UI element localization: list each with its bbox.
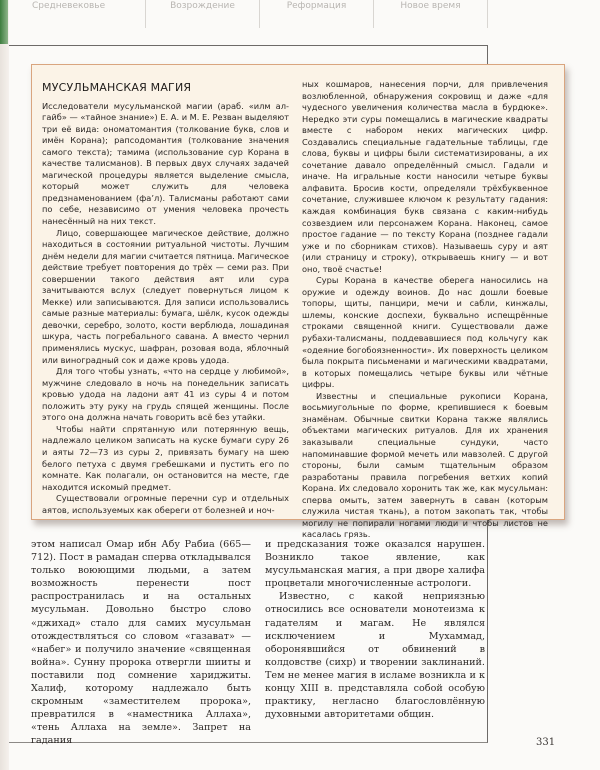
sidebar-paragraph: Известны и специальные рукописи Корана, восьмиугольные по форме, крепившиеся к боевым знамёнам. Обычные свитки Корана также являлись объектами магических ритуалов. Для их хранения заказывали специальные сундуки, часто напоминавшие формой мечеть или мавзолей. С другой стороны, были самым тщательным образом разработаны правила погребения ветхих копий Корана. Их следовало хоронить так же, как мусульман: сперва омыть, затем завернуть в саван (которым служила чистая ткань), а потом закопать так, чтобы могилу не попирали ногами люди и чтобы листов не касалась грязь. [302, 390, 548, 540]
body-paragraph: Известно, с какой неприязнью относились все основатели монотеизма к гадателям и магам. Не являлся исключением и Мухаммад, оборонявшийся от обвинений в колдовстве (сихр) и творении заклинаний. Тем не менее магия в исламе возникла и к концу XIII в. представляла собой особую практику, негласно благословлённую духовными авторитетами общин. [265, 591, 485, 721]
sidebar-box [31, 64, 565, 540]
body-paragraph: этом написал Омар ибн Абу Рабиа (665—712). Пост в рамадан сперва откладывался только воюющими людьми, а затем возможность перенести пост распространилась и на остальных мусульман. Довольно быстро слово «джихад» стало для самих мусульман отождествляться со словом «газават» — «набег» и получило значение «священная война». Сунну пророка отвергли шииты и поставили под сомнение хариджиты. Халиф, которому надлежало быть скромным «заместителем пророка», превратился в «наместника Аллаха», «тень Аллаха на земле». Запрет на гадания [31, 539, 251, 747]
page-number: 331 [536, 737, 556, 748]
body-paragraph: и предсказания тоже оказался нарушен. Возникло такое явление, как мусульманская магия, а при дворе халифа процветали многочисленные астрологи. [265, 539, 485, 590]
main-text [31, 538, 486, 748]
sidebar-paragraph: Суры Корана в качестве оберега наносились на оружие и одежду воинов. До нас дошли боевые топоры, щиты, панцири, мечи и сабли, кинжалы, шлемы, конские доспехи, буквально испещрённые строками священной книги. Существовали даже рубахи-талисманы, поддевавшиеся под кольчугу как «одеяние богобоязненности». Их поверхность целиком была покрыта письменами и магическими квадратами, в которых помещались четыре буквы или чётные цифры. [302, 275, 548, 390]
sidebar-paragraph: Исследователи мусульманской магии (араб. «илм ал-гайб» — «тайное знание») Е. А. и М. Е. Резван выделяют три её вида: ономатомантия (толкование букв, слов и имён Корана); рапсодомантия (толкование значения самого текста); тамима (использование сур Корана в качестве талисманов). В первых двух случаях задачей магической процедуры является выделение смысла, который может служить для человека предзнаменованием (фа’л). Талисманы работают сами по себе, независимо от умения человека прочесть нанесённый на них текст. [42, 100, 290, 227]
sidebar-paragraph: Существовали огромные перечни сур и отдельных аятов, используемых как обереги от болезней и ноч- [42, 493, 289, 515]
header-tab-renaissance: Возрождение [146, 0, 260, 28]
sidebar-left-column [32, 65, 298, 519]
header-tab-modern-era: Новое время [374, 0, 488, 28]
main-text-left-column [31, 538, 251, 748]
main-text-right-column [265, 538, 485, 748]
running-header [10, 0, 488, 30]
sidebar-paragraph: Для того чтобы узнать, «что на сердце у любимой», мужчине следовало в ночь на понедельник записать кровью удода на ладони аят 41 из суры 4 и потом положить эту руку на грудь спящей женщины. После этого она должна начать говорить всё без утайки. [42, 366, 289, 423]
sidebar-paragraph: Лицо, совершающее магическое действие, должно находиться в состоянии ритуальной чистоты. Лучшим днём недели для магии считается пятница. Магическое действие требует повторения до трёх — семи раз. При совершении такого действия аят или сура зачитываются вслух (следует повернуться лицом к Мекке) или записываются. Для записи использовались самые разные материалы: бумага, шёлк, кусок одежды девочки, серебро, золото, кости верблюда, лошадиная шкура, часть погребального савана. А вместо чернил применялись мускус, шафран, розовая вода, яблочный или виноградный сок и даже кровь удода. [42, 227, 289, 365]
sidebar-title: МУСУЛЬМАНСКАЯ МАГИЯ [42, 81, 192, 94]
header-tab-middle-ages: Средневековье [10, 0, 146, 28]
sidebar-right-column [298, 65, 564, 540]
page-left-edge [0, 0, 9, 770]
sidebar-paragraph: Чтобы найти спрятанную или потерянную вещь, надлежало целиком записать на куске бумаги суру 26 и аяты 72—73 из суры 2, привязать бумагу на шею белого петуха с двумя гребешками и пустить его по комнате. Как полагали, он остановится на месте, где находится искомый предмет. [42, 423, 289, 492]
chapter-color-marker [0, 0, 8, 44]
header-tab-reformation: Реформация [260, 0, 374, 28]
sidebar-paragraph: ных кошмаров, нанесения порчи, для привлечения возлюбленной, обнаружения сокровищ и даже «для чудесного увеличения количества масла в бурдюке». Нередко эти суры помещались в магические квадраты вместе с набором неких магических цифр. Создавались специальные гадательные таблицы, где слова, буквы и цифры были систематизированы, а их сочетание давало определённый смысл. Гадали и иначе. На игральные кости наносили четыре буквы алфавита. Бросив кости, определяли трёхбуквенное сочетание, служившее ключом к результату гадания: каждая комбинация букв связана с каким-нибудь созвездием или персонажем Корана. Наконец, самое простое гадание — по тексту Корана (позднее гадали уже и по сборникам стихов). Называешь суру и аят (или страницу и строку), открываешь книгу — и вот оно, твоё счастье! [302, 79, 548, 274]
